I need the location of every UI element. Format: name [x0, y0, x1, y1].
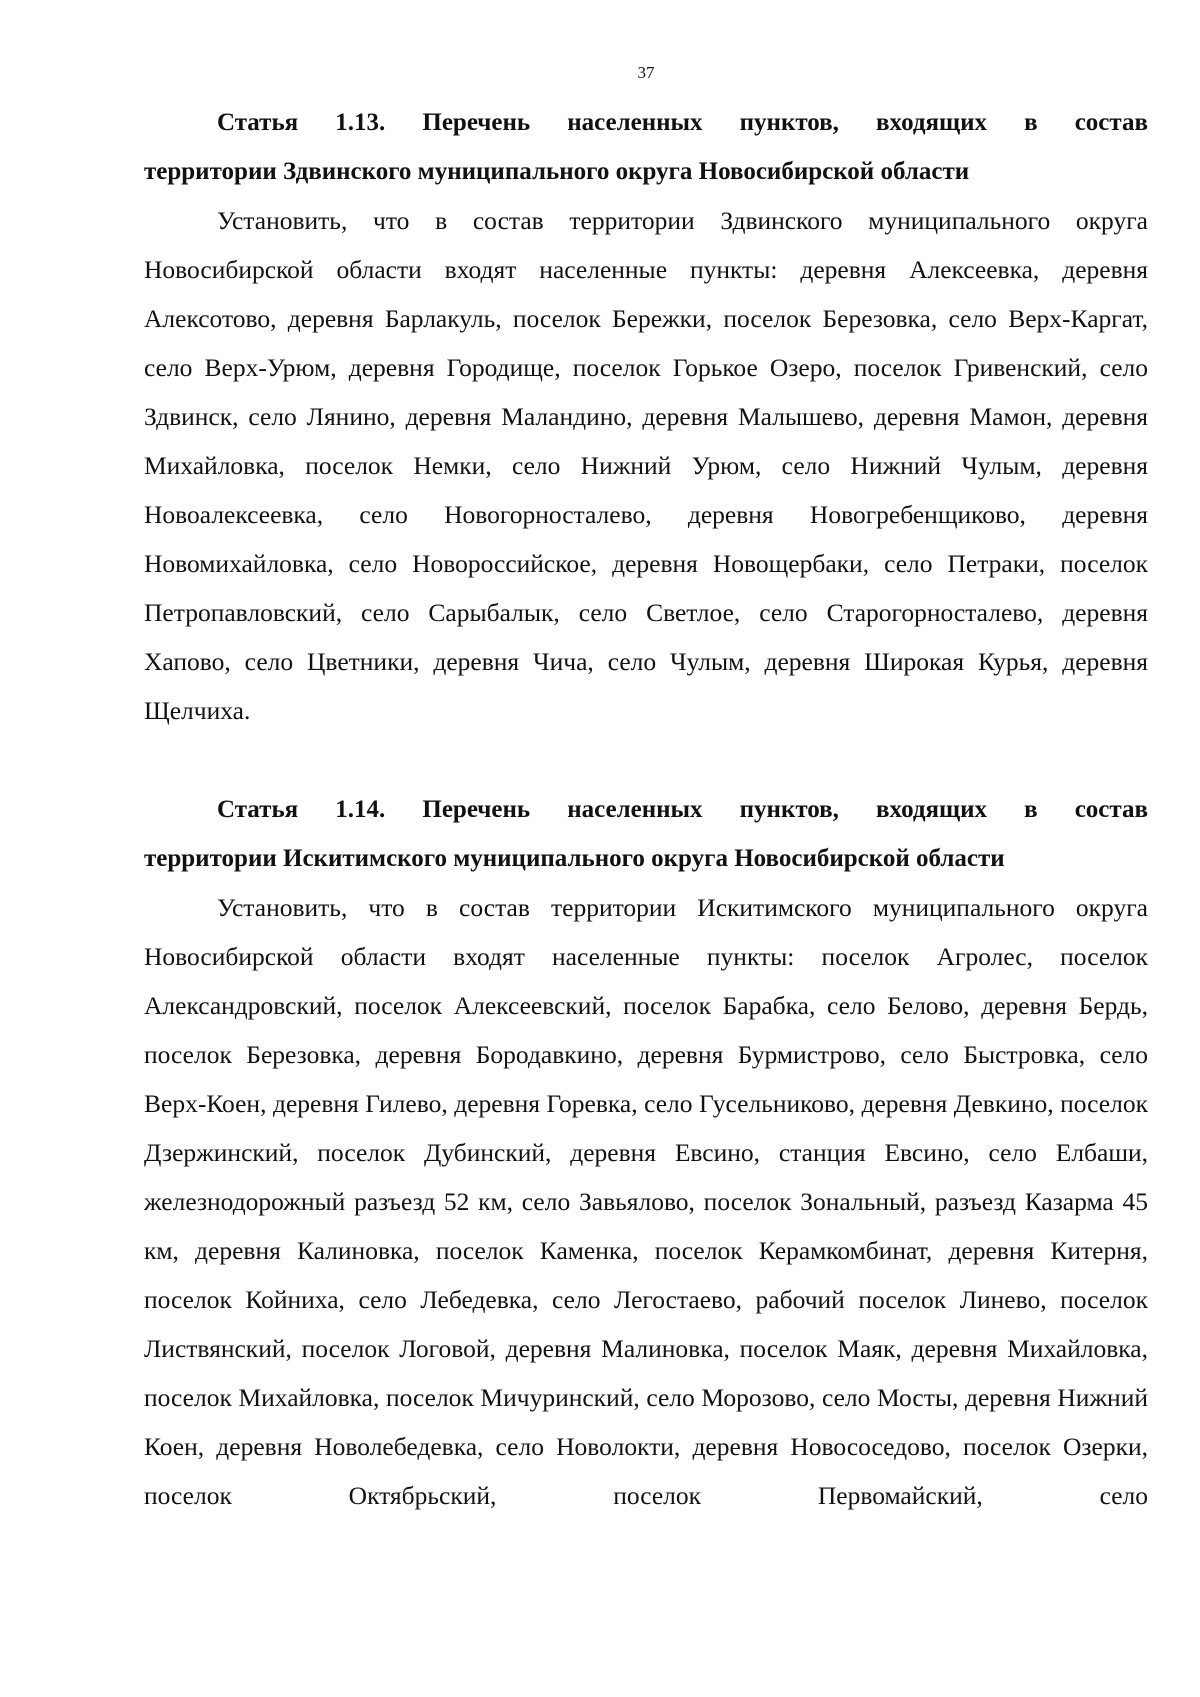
- article-body: Установить, что в состав территории Здвинского муниципального округа Новосибирской области входят населенные пункты: деревня Алексеевка, деревня Алексотово, деревня Барлакуль, поселок Бережки, поселок Березовка, село Верх-Каргат, село Верх-Урюм, деревня Городище, поселок Горькое Озеро, поселок Гривенский, село Здвинск, село Лянино, деревня Маландино, деревня Малышево, деревня Мамон, деревня Михайловка, поселок Немки, село Нижний Урюм, село Нижний Чулым, деревня Новоалексеевка, село Новогорносталево, деревня Новогребенщиково, деревня Новомихайловка, село Новороссийское, деревня Новощербаки, село Петраки, поселок Петропавловский, село Сарыбалык, село Светлое, село Старогорносталево, деревня Хапово, село Цветники, деревня Чича, село Чулым, деревня Широкая Курья, деревня Щелчиха.: [144, 206, 1148, 725]
- article-title-line-2: территории Здвинского муниципального округа Новосибирской области: [144, 158, 970, 185]
- article-title-line-1: Статья 1.13. Перечень населенных пунктов, входящих в состав: [217, 109, 1148, 136]
- section-divider-space: [144, 735, 1148, 785]
- article-body: Установить, что в состав территории Искитимского муниципального округа Новосибирской области входят населенные пункты: поселок Агролес, поселок Александровский, поселок Алексеевский, поселок Барабка, село Белово, деревня Бердь, поселок Березовка, деревня Бородавкино, деревня Бурмистрово, село Быстровка, село Верх-Коен, деревня Гилево, деревня Горевка, село Гусельниково, деревня Девкино, поселок Дзержинский, поселок Дубинский, деревня Евсино, станция Евсино, село Елбаши, железнодорожный разъезд 52 км, село Завьялово, поселок Зональный, разъезд Казарма 45 км, деревня Калиновка, поселок Каменка, поселок Керамкомбинат, деревня Китерня, поселок Койниха, село Лебедевка, село Легостаево, рабочий поселок Линево, поселок Листвянский, поселок Логовой, деревня Малиновка, поселок Маяк, деревня Михайловка, поселок Михайловка, поселок Мичуринский, село Морозово, село Мосты, деревня Нижний Коен, деревня Новолебедевка, село Новолокти, деревня Новососедово, поселок Озерки, поселок Октябрьский, поселок Первомайский, село: [144, 893, 1148, 1510]
- article-1-14: [144, 785, 1148, 1520]
- article-title: [144, 98, 1148, 196]
- article-title-line-1: Статья 1.14. Перечень населенных пунктов, входящих в состав: [217, 796, 1148, 823]
- page-number: 37: [637, 63, 655, 82]
- article-1-13: [144, 98, 1148, 735]
- article-title: [144, 785, 1148, 883]
- document-page: [144, 62, 1148, 1520]
- article-title-line-2: территории Искитимского муниципального округа Новосибирской области: [144, 845, 1005, 872]
